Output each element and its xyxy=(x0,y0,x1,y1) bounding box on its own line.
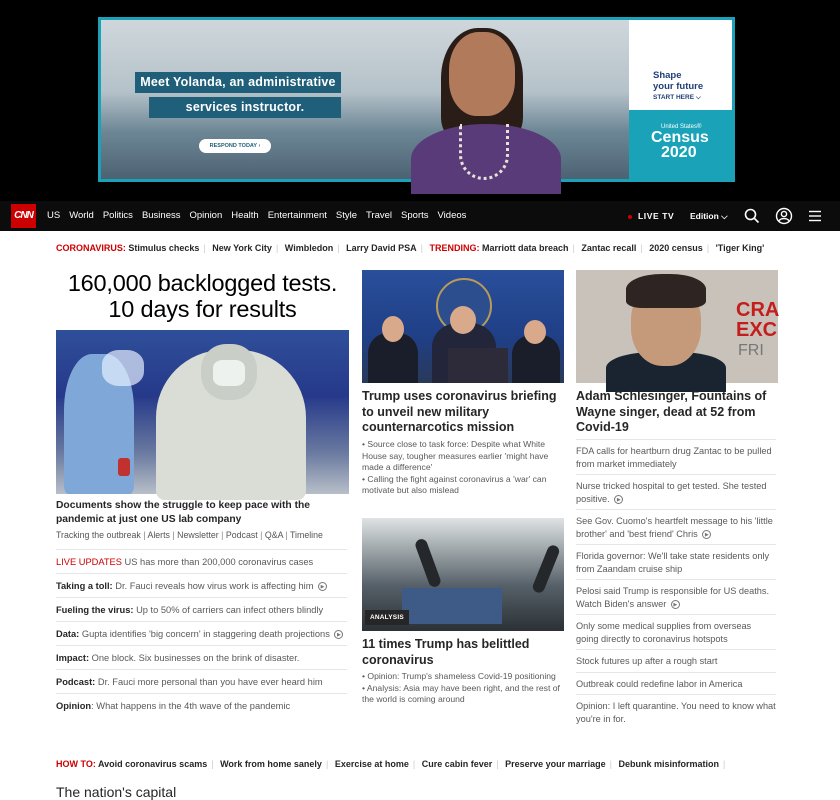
list-item[interactable]: Impact: One block. Six businesses on the brink of disaster. xyxy=(56,645,347,669)
section-heading-partial: The nation's capital xyxy=(56,784,177,800)
related-tracking[interactable]: Tracking the outbreak xyxy=(56,530,141,540)
col3-story-list xyxy=(576,439,776,729)
nav-link-travel[interactable]: Travel xyxy=(366,210,393,221)
trend-zantac[interactable]: Zantac recall xyxy=(581,243,637,253)
list-item[interactable]: See Gov. Cuomo's heartfelt message to his 'little brother' and 'best friend' Chris ▶ xyxy=(576,509,776,544)
trend-marriott[interactable]: Marriott data breach xyxy=(481,243,569,253)
list-item[interactable]: Taking a toll: Dr. Fauci reveals how virus work is affecting him ▶ xyxy=(56,573,347,597)
list-item[interactable]: Stock futures up after a rough start xyxy=(576,649,776,672)
howto-bar: HOW TO: Avoid coronavirus scams | Work from home sanely | Exercise at home | Cure cabin fever | Preserve your marriage | Debunk misinformation | xyxy=(56,759,726,769)
bullet-link[interactable]: • Source close to task force: Despite what White House say, tougher measures earlier 'might have made a difference' xyxy=(362,439,549,472)
lead-related-links: Tracking the outbreak | Alerts | Newsletter | Podcast | Q&A | Timeline xyxy=(56,530,323,540)
related-podcast[interactable]: Podcast xyxy=(225,530,258,540)
howto-marriage[interactable]: Preserve your marriage xyxy=(505,759,606,769)
search-icon[interactable] xyxy=(743,207,761,225)
trump-bullets xyxy=(362,439,564,497)
nav-link-sports[interactable]: Sports xyxy=(401,210,429,221)
nav-link-videos[interactable]: Videos xyxy=(437,210,467,221)
schlesinger-headline[interactable]: Adam Schlesinger, Fountains of Wayne singer, dead at 52 from Covid-19 xyxy=(576,389,767,434)
play-icon: ▶ xyxy=(318,582,327,591)
list-item[interactable]: Nurse tricked hospital to get tested. She tested positive. ▶ xyxy=(576,474,776,509)
trend-wimbledon[interactable]: Wimbledon xyxy=(284,243,334,253)
ad-photo-woman xyxy=(401,28,571,188)
nav-link-us[interactable]: US xyxy=(47,210,61,221)
lead-story-title[interactable]: Documents show the struggle to keep pace with the pandemic at just one US lab company xyxy=(56,500,311,525)
ad-tagline: Shape your future START HERE ⌵ xyxy=(629,20,732,110)
analysis-badge: ANALYSIS xyxy=(365,610,409,625)
trend-census[interactable]: 2020 census xyxy=(649,243,703,253)
nav-link-world[interactable]: World xyxy=(69,210,94,221)
nav-link-politics[interactable]: Politics xyxy=(102,210,133,221)
nav-link-opinion[interactable]: Opinion xyxy=(189,210,223,221)
nav-link-entertainment[interactable]: Entertainment xyxy=(267,210,327,221)
list-item[interactable]: LIVE UPDATES US has more than 200,000 coronavirus cases xyxy=(56,549,347,573)
nav-link-business[interactable]: Business xyxy=(141,210,181,221)
trending-label: TRENDING: xyxy=(429,243,480,253)
list-item[interactable]: FDA calls for heartburn drug Zantac to be pulled from market immediately xyxy=(576,439,776,474)
coronavirus-label: CORONAVIRUS: xyxy=(56,243,126,253)
list-item[interactable]: Outbreak could redefine labor in America xyxy=(576,672,776,695)
list-item[interactable]: Fueling the virus: Up to 50% of carriers can infect others blindly xyxy=(56,597,347,621)
related-newsletter[interactable]: Newsletter xyxy=(177,530,219,540)
account-icon[interactable] xyxy=(775,207,793,225)
lead-photo-lab-workers[interactable] xyxy=(56,330,349,494)
live-tv-link[interactable]: LIVE TV xyxy=(638,211,675,221)
cnn-logo[interactable]: CNN xyxy=(11,204,36,228)
nav-link-style[interactable]: Style xyxy=(335,210,357,221)
list-item[interactable]: Podcast: Dr. Fauci more personal than you have ever heard him xyxy=(56,669,347,693)
ad-respond-button[interactable]: RESPOND TODAY › xyxy=(199,139,271,153)
census-ad[interactable] xyxy=(98,17,735,182)
trump-belittled-headline[interactable]: 11 times Trump has belittled coronavirus xyxy=(362,637,530,667)
howto-misinformation[interactable]: Debunk misinformation xyxy=(618,759,720,769)
trump-military-headline[interactable]: Trump uses coronavirus briefing to unveil new military counternarcotics mission xyxy=(362,389,557,434)
schlesinger-photo[interactable]: CRA EXC FRI xyxy=(576,270,778,383)
press-room-photo[interactable] xyxy=(362,518,564,631)
ad-banner-zone xyxy=(0,0,840,201)
play-icon: ▶ xyxy=(671,600,680,609)
list-item[interactable]: Data: Gupta identifies 'big concern' in staggering death projections ▶ xyxy=(56,621,347,645)
howto-exercise[interactable]: Exercise at home xyxy=(334,759,409,769)
edition-menu[interactable]: Edition ⌵ xyxy=(690,211,728,221)
menu-icon[interactable] xyxy=(806,207,824,225)
lead-column xyxy=(56,270,349,540)
ad-headline-line1: Meet Yolanda, an administrative xyxy=(135,72,341,93)
bullet-link[interactable]: • Calling the fight against coronavirus a 'war' can motivate but also mislead xyxy=(362,473,547,495)
trend-new-york-city[interactable]: New York City xyxy=(212,243,272,253)
howto-cabin-fever[interactable]: Cure cabin fever xyxy=(421,759,493,769)
play-icon: ▶ xyxy=(702,530,711,539)
howto-label: HOW TO: xyxy=(56,759,96,769)
list-item[interactable]: Only some medical supplies from overseas going directly to coronavirus hotspots xyxy=(576,614,776,649)
howto-avoid-scams[interactable]: Avoid coronavirus scams xyxy=(98,759,208,769)
list-item[interactable]: Opinion: I left quarantine. You need to know what you're in for. xyxy=(576,694,776,729)
play-icon: ▶ xyxy=(334,630,343,639)
howto-work-from-home[interactable]: Work from home sanely xyxy=(220,759,322,769)
trend-tiger-king[interactable]: 'Tiger King' xyxy=(715,243,765,253)
trump-briefing-photo[interactable] xyxy=(362,270,564,383)
play-icon: ▶ xyxy=(614,495,623,504)
belittled-bullets xyxy=(362,671,564,706)
ad-headline-line2: services instructor. xyxy=(149,97,341,118)
nav-link-health[interactable]: Health xyxy=(231,210,259,221)
nav-links xyxy=(47,210,475,221)
related-timeline[interactable]: Timeline xyxy=(290,530,323,540)
bullet-link[interactable]: • Opinion: Trump's shameless Covid-19 positioning xyxy=(362,671,556,681)
list-item[interactable]: Florida governor: We'll take state residents only from Zaandam cruise ship xyxy=(576,544,776,579)
trend-larry-david[interactable]: Larry David PSA xyxy=(346,243,417,253)
lead-headline[interactable]: 160,000 backlogged tests. 10 days for results xyxy=(67,270,338,322)
trend-stimulus-checks[interactable]: Stimulus checks xyxy=(128,243,200,253)
census-logo: United States® Census 2020 xyxy=(629,110,732,179)
lead-story-list xyxy=(56,549,347,717)
bullet-link[interactable]: • Analysis: Asia may have been right, and the rest of the world is coming around xyxy=(362,682,560,704)
trending-bar: CORONAVIRUS: Stimulus checks | New York City | Wimbledon | Larry David PSA | TRENDING: Marriott data breach | Zantac recall | 2020 census | 'Tiger King' xyxy=(56,243,765,253)
list-item[interactable]: Pelosi said Trump is responsible for US deaths. Watch Biden's answer ▶ xyxy=(576,579,776,614)
related-alerts[interactable]: Alerts xyxy=(147,530,170,540)
live-dot-icon xyxy=(628,215,632,219)
related-qa[interactable]: Q&A xyxy=(264,530,283,540)
list-item[interactable]: Opinion: What happens in the 4th wave of the pandemic xyxy=(56,693,347,717)
